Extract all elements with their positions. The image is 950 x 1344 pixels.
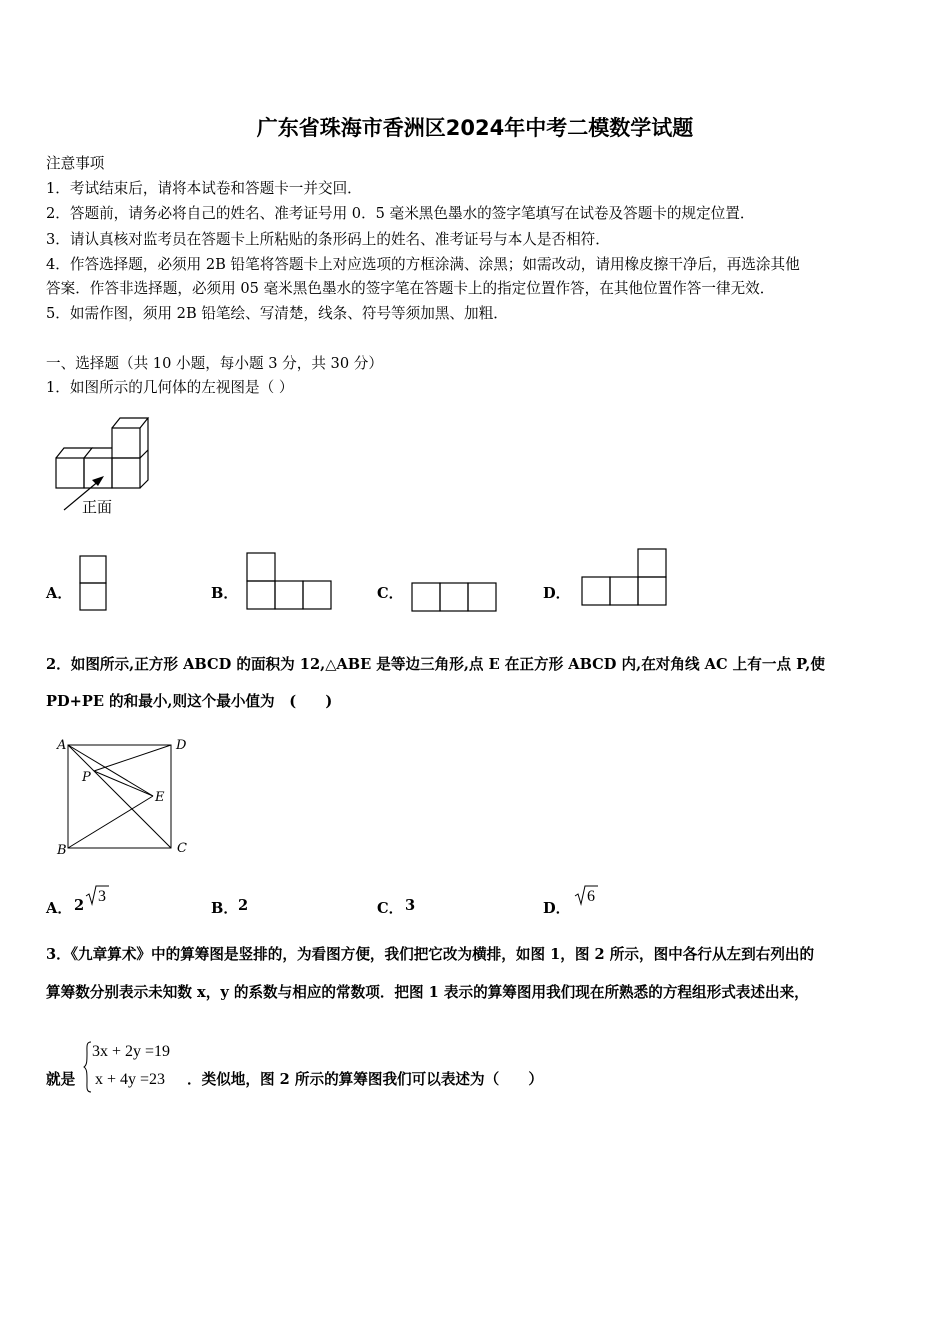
- section-heading: 一、选择题（共 10 小题，每小题 3 分，共 30 分）: [46, 355, 383, 372]
- q2-option-b-label: B．: [211, 900, 238, 917]
- q1-front-label: 正面: [82, 498, 113, 516]
- page-title: 广东省珠海市香洲区2024年中考二模数学试题: [256, 116, 694, 140]
- q2-square-figure: [56, 734, 196, 859]
- q2-label-d: D: [176, 738, 187, 753]
- q1-option-d-figure: [582, 549, 672, 609]
- q2-option-b-value: 2: [238, 897, 249, 914]
- q2-label-a: A: [57, 738, 67, 753]
- notice-item: 5．如需作图，须用 2B 铅笔绘、写清楚，线条、符号等须加黑、加粗．: [46, 305, 508, 322]
- q1-option-c-figure: [412, 583, 502, 615]
- q1-option-a-label: A．: [46, 585, 72, 602]
- q2-option-a-radical: [85, 884, 111, 906]
- q1-option-b-figure: [247, 553, 337, 613]
- q2-option-d-radical: [574, 884, 600, 906]
- notice-item: 2．答题前，请务必将自己的姓名、准考证号用 0．5 毫米黑色墨水的签字笔填写在试卷及答题卡的规定位置．: [46, 205, 755, 222]
- question-3-line-2: 算筹数分别表示未知数 x，y 的系数与相应的常数项．把图 1 表示的算筹图用我们现在所熟悉的方程组形式表述出来，: [46, 984, 809, 1001]
- notice-item: 答案．作答非选择题，必须用 05 毫米黑色墨水的签字笔在答题卡上的指定位置作答，在其他位置作答一律无效．: [46, 280, 775, 297]
- question-2-line-1: 2．如图所示,正方形 ABCD 的面积为 12,△ABE 是等边三角形,点 E 在正方形 ABCD 内,在对角线 AC 上有一点 P,使: [46, 656, 825, 673]
- q2-option-c-value: 3: [405, 897, 416, 914]
- q3-equation-2: x + 4y =23: [95, 1071, 166, 1088]
- q2-option-d-label: D．: [543, 900, 571, 917]
- q2-label-c: C: [177, 841, 187, 856]
- q2-option-a-value: 2: [74, 897, 85, 914]
- svg-text:3: 3: [98, 888, 106, 905]
- q1-option-a-figure: [80, 556, 110, 614]
- q1-option-d-label: D．: [543, 585, 571, 602]
- question-3-line-1: 3．《九章算术》中的算筹图是竖排的，为看图方便，我们把它改为横排，如图 1，图 2 所示，图中各行从左到右列出的: [46, 946, 815, 963]
- question-3-suffix: ．类似地，图 2 所示的算筹图我们可以表述为（ ）: [187, 1071, 543, 1088]
- question-1-text: 1．如图所示的几何体的左视图是（ ）: [46, 379, 294, 396]
- notice-item: 1．考试结束后，请将本试卷和答题卡一并交回．: [46, 180, 362, 197]
- q1-option-c-label: C．: [377, 585, 404, 602]
- q2-option-c-label: C．: [377, 900, 404, 917]
- q2-label-e: E: [155, 790, 165, 805]
- q2-label-b: B: [57, 843, 67, 858]
- svg-text:6: 6: [587, 888, 595, 905]
- question-3-prefix: 就是: [46, 1071, 76, 1088]
- q1-option-b-label: B．: [211, 585, 238, 602]
- notice-item: 3．请认真核对监考员在答题卡上所粘贴的条形码上的姓名、准考证号与本人是否相符．: [46, 231, 610, 248]
- notice-heading: 注意事项: [46, 155, 105, 172]
- q2-option-a-label: A．: [46, 900, 72, 917]
- notice-item: 4．作答选择题，必须用 2B 铅笔将答题卡上对应选项的方框涂满、涂黑；如需改动，请用橡皮擦干净后，再选涂其他: [46, 256, 800, 273]
- question-2-line-2: PD+PE 的和最小,则这个最小值为 ( ): [46, 693, 333, 710]
- q2-label-p: P: [82, 770, 91, 785]
- q1-solid-figure: [50, 410, 170, 520]
- q3-equation-1: 3x + 2y =19: [92, 1043, 171, 1060]
